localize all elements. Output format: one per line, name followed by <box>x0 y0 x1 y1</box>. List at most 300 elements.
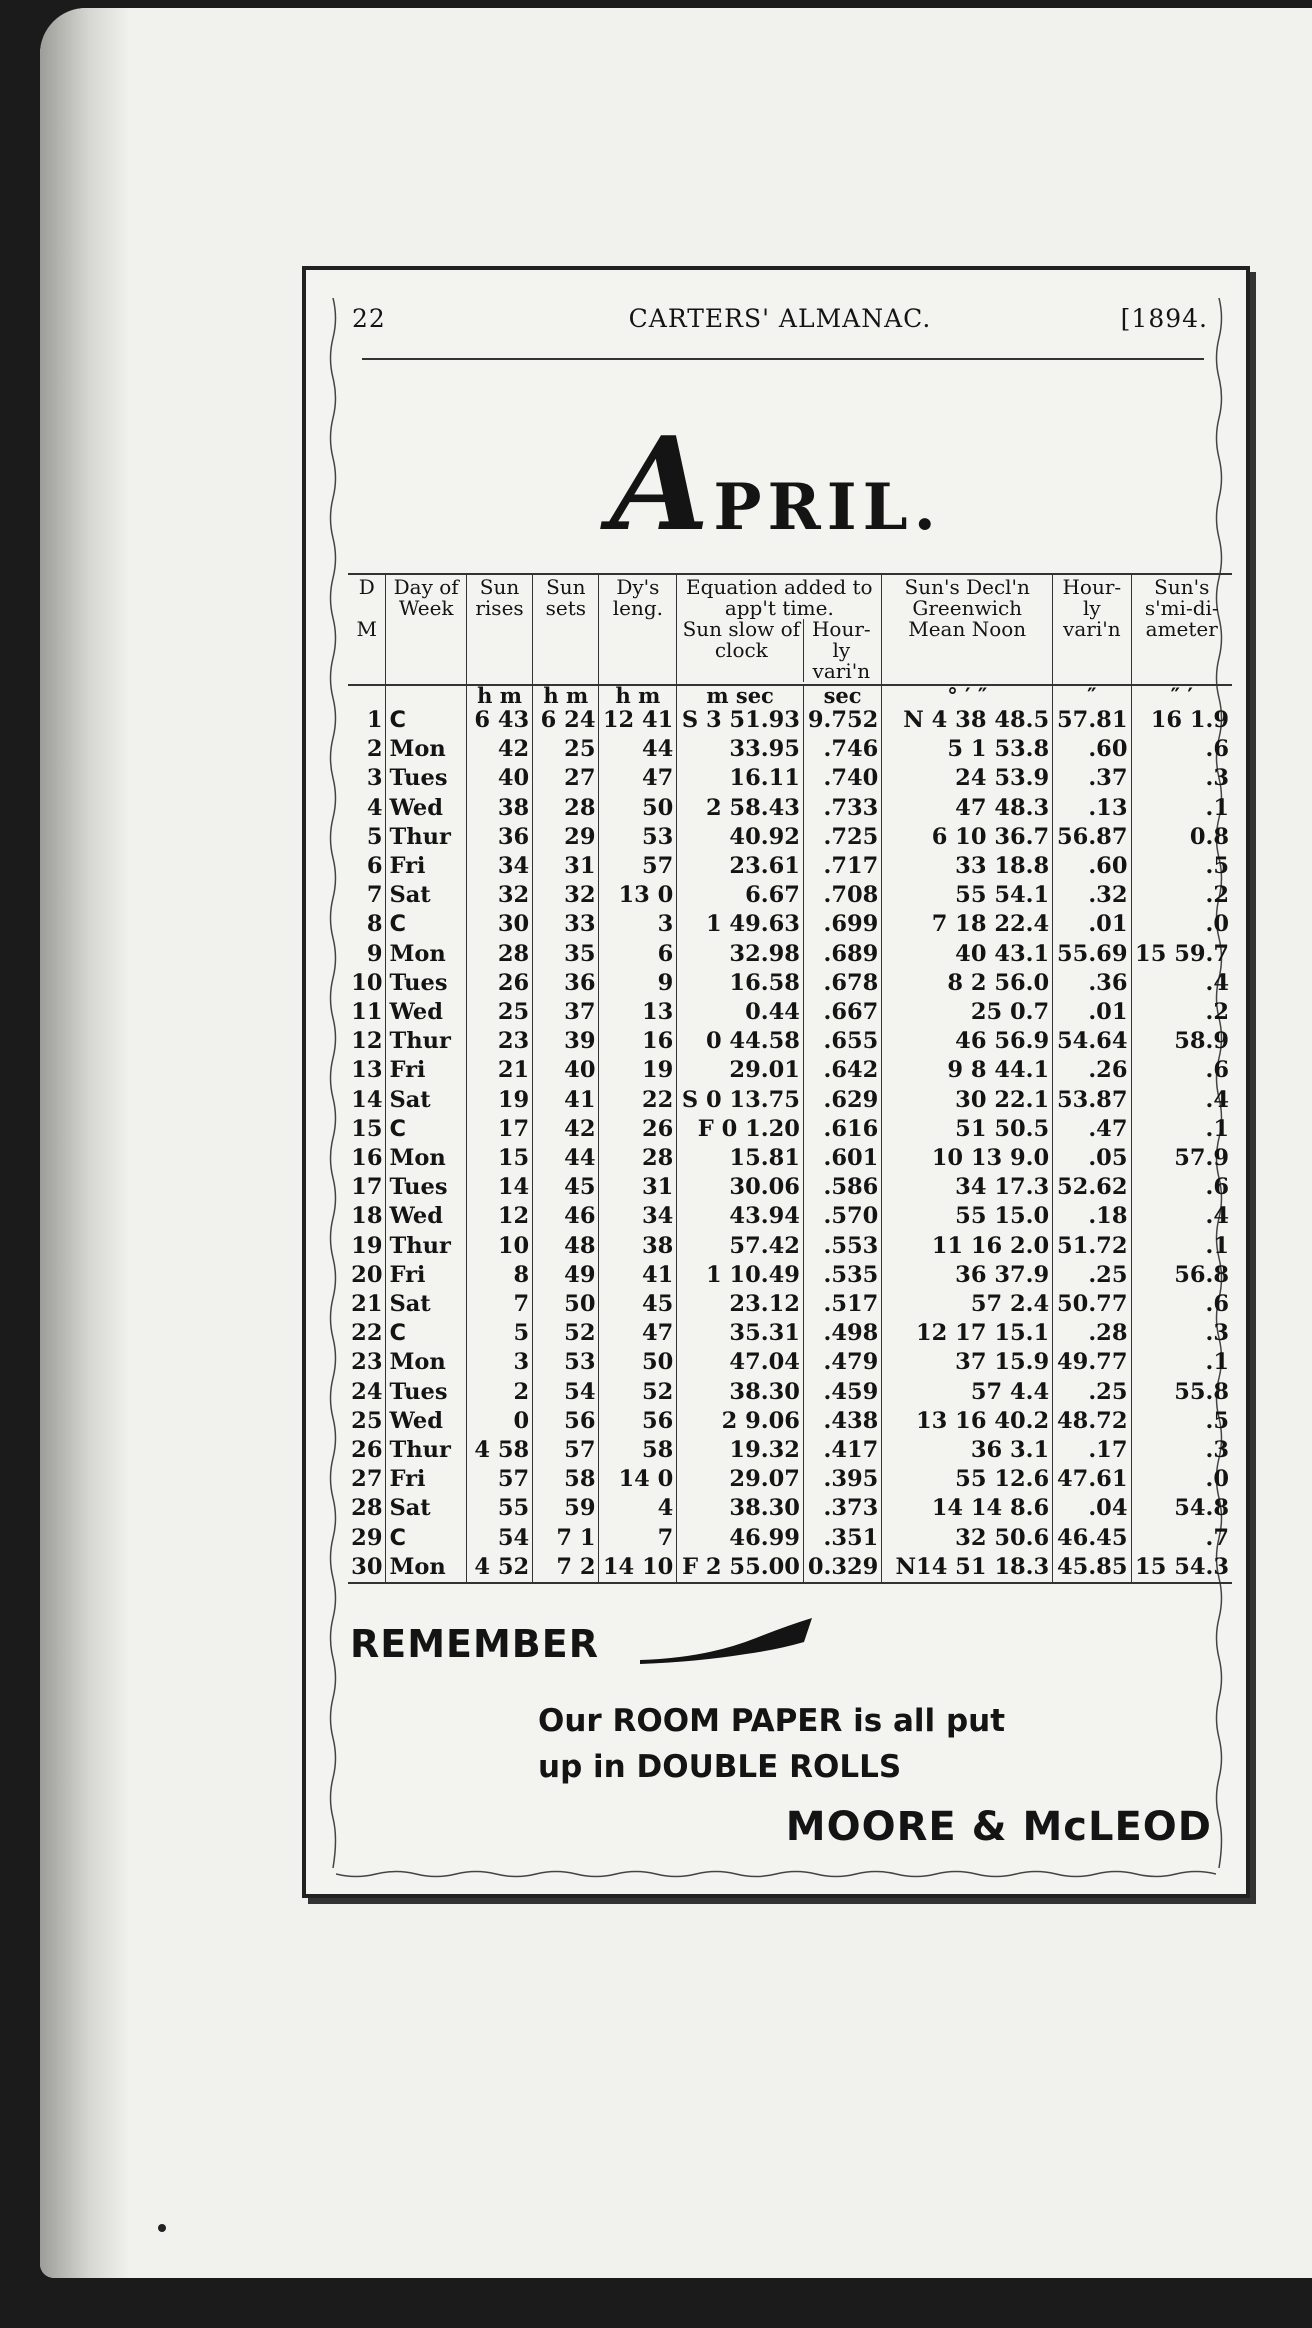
table-cell: 55 54.1 <box>882 881 1053 910</box>
table-cell: 13 0 <box>599 881 677 910</box>
table-cell: .17 <box>1053 1436 1131 1465</box>
table-cell: 29.01 <box>677 1056 804 1085</box>
table-cell: Fri <box>386 1056 466 1085</box>
table-cell: 45 <box>599 1290 677 1319</box>
table-row <box>348 1553 1232 1583</box>
ad-headline: REMEMBER <box>350 1622 599 1666</box>
table-cell: 28 <box>466 940 532 969</box>
table-cell: 52.62 <box>1053 1173 1131 1202</box>
table-cell: 48 <box>533 1232 599 1261</box>
table-cell: 2 <box>466 1378 532 1407</box>
table-cell: .2 <box>1205 882 1229 909</box>
table-cell: 22 <box>348 1319 386 1348</box>
table-cell: 56.87 <box>1053 823 1131 852</box>
table-cell: .733 <box>803 794 881 823</box>
table-cell: .01 <box>1053 998 1131 1027</box>
table-cell: .498 <box>803 1319 881 1348</box>
table-cell: 33 18.8 <box>882 852 1053 881</box>
table-cell: Thur <box>386 823 466 852</box>
table-cell: .1 <box>1205 1115 1229 1142</box>
table-cell: 37 <box>533 998 599 1027</box>
table-cell: 46.45 <box>1053 1524 1131 1553</box>
table-cell: 16.58 <box>677 969 804 998</box>
table-cell: .678 <box>803 969 881 998</box>
table-cell: .459 <box>803 1378 881 1407</box>
table-cell: 57.42 <box>677 1232 804 1261</box>
table-cell: 32 50.6 <box>882 1524 1053 1553</box>
table-cell: 50 <box>533 1290 599 1319</box>
table-cell: 59 <box>533 1494 599 1523</box>
table-cell: 32 <box>533 881 599 910</box>
table-cell: 30 <box>348 1553 386 1583</box>
table-cell: 36 <box>466 823 532 852</box>
table-row <box>348 1261 1232 1290</box>
col-header-dm: D M <box>348 574 386 685</box>
table-cell: 0 <box>466 1407 532 1436</box>
almanac-frame <box>302 266 1250 1898</box>
table-cell: 50 <box>599 794 677 823</box>
table-cell: 47.61 <box>1053 1465 1131 1494</box>
table-cell: .25 <box>1053 1378 1131 1407</box>
table-cell: .717 <box>803 852 881 881</box>
table-cell: 51 50.5 <box>882 1115 1053 1144</box>
table-cell: 7 <box>599 1524 677 1553</box>
table-cell: .417 <box>803 1436 881 1465</box>
table-cell: Sat <box>386 1290 466 1319</box>
table-cell: 25 0.7 <box>882 998 1053 1027</box>
month-title <box>306 410 1246 560</box>
table-cell: 38.30 <box>677 1378 804 1407</box>
table-cell: 15 <box>348 1115 386 1144</box>
table-cell: 8 <box>466 1261 532 1290</box>
table-row <box>348 1378 1232 1407</box>
table-cell: .1 <box>1205 1349 1229 1376</box>
table-cell: 39 <box>533 1027 599 1056</box>
table-cell: 12 <box>348 1027 386 1056</box>
table-cell: 10 <box>348 969 386 998</box>
table-row <box>348 910 1232 939</box>
table-row <box>348 940 1232 969</box>
table-cell: .13 <box>1053 794 1131 823</box>
table-cell: N 4 38 48.5 <box>882 706 1053 735</box>
table-cell: Tues <box>386 1173 466 1202</box>
table-cell: 53.87 <box>1053 1086 1131 1115</box>
table-cell: 5 1 53.8 <box>882 735 1053 764</box>
table-cell: 50.77 <box>1053 1290 1131 1319</box>
unit-decl-hourly: ″ <box>1053 685 1131 706</box>
header-rule <box>362 358 1204 360</box>
table-cell: 12 41 <box>599 706 677 735</box>
table-cell: 44 <box>599 735 677 764</box>
table-cell: 18 <box>348 1202 386 1231</box>
table-cell: 52 <box>533 1319 599 1348</box>
table-row <box>348 1232 1232 1261</box>
table-cell: 55 <box>466 1494 532 1523</box>
col-header-day-of-week: Day of Week <box>386 574 466 685</box>
table-cell: 4 52 <box>466 1553 532 1583</box>
table-row <box>348 1290 1232 1319</box>
table-cell: .4 <box>1205 969 1229 996</box>
table-cell: 0.44 <box>677 998 804 1027</box>
table-cell: 13 <box>599 998 677 1027</box>
table-cell: 6 <box>599 940 677 969</box>
table-cell: 16 <box>599 1027 677 1056</box>
table-cell: .4 <box>1205 1086 1229 1113</box>
table-cell: 30.06 <box>677 1173 804 1202</box>
table-cell: 57 <box>599 852 677 881</box>
table-cell: 17 <box>466 1115 532 1144</box>
table-cell: Wed <box>386 1202 466 1231</box>
table-cell: 16 <box>348 1144 386 1173</box>
table-cell: 36 3.1 <box>882 1436 1053 1465</box>
table-cell: 34 17.3 <box>882 1173 1053 1202</box>
table-cell: 24 <box>348 1378 386 1407</box>
table-row <box>348 1348 1232 1377</box>
table-cell: .1 <box>1205 794 1229 821</box>
table-cell: .1 <box>1205 1232 1229 1259</box>
table-row <box>348 823 1232 852</box>
ad-line-2: up in DOUBLE ROLLS <box>538 1749 902 1785</box>
table-row <box>348 1027 1232 1056</box>
table-cell: Thur <box>386 1436 466 1465</box>
table-cell: 42 <box>466 735 532 764</box>
wavy-border-bottom <box>336 1868 1216 1880</box>
unit-cell <box>386 685 466 706</box>
table-cell: .01 <box>1053 910 1131 939</box>
table-cell: 52 <box>599 1378 677 1407</box>
table-cell: 30 22.1 <box>882 1086 1053 1115</box>
table-cell: S 0 13.75 <box>677 1086 804 1115</box>
unit-eq-hourly: sec <box>803 685 881 706</box>
table-cell: .395 <box>803 1465 881 1494</box>
table-cell: 27 <box>533 764 599 793</box>
year-label: [1894. <box>1120 304 1208 333</box>
table-cell: 14 <box>466 1173 532 1202</box>
table-cell: Sat <box>386 1086 466 1115</box>
col-header-eq-hourly: Hour-ly vari'n <box>803 619 878 682</box>
table-cell: 55.69 <box>1053 940 1131 969</box>
table-cell: .32 <box>1053 881 1131 910</box>
table-cell: .629 <box>803 1086 881 1115</box>
table-cell: 35.31 <box>677 1319 804 1348</box>
table-cell: .0 <box>1205 1466 1229 1493</box>
table-row <box>348 706 1232 735</box>
table-cell: .351 <box>803 1524 881 1553</box>
table-cell: 15 59.7 <box>1135 940 1229 967</box>
table-cell: 46 <box>533 1202 599 1231</box>
table-cell: 9.752 <box>803 706 881 735</box>
table-cell: 17 <box>348 1173 386 1202</box>
table-cell: 11 <box>348 998 386 1027</box>
table-cell: 30 <box>466 910 532 939</box>
table-cell: Fri <box>386 1261 466 1290</box>
col-header-sun-sets: Sun sets <box>533 574 599 685</box>
ink-speck <box>158 2224 166 2232</box>
table-cell: 33 <box>533 910 599 939</box>
table-cell: .47 <box>1053 1115 1131 1144</box>
table-cell: 57 <box>466 1465 532 1494</box>
table-cell: 0 44.58 <box>677 1027 804 1056</box>
table-cell: 35 <box>533 940 599 969</box>
table-cell: 10 13 9.0 <box>882 1144 1053 1173</box>
table-row <box>348 881 1232 910</box>
table-cell: 21 <box>348 1290 386 1319</box>
table-cell: 55 15.0 <box>882 1202 1053 1231</box>
table-cell: 31 <box>533 852 599 881</box>
table-cell: 11 16 2.0 <box>882 1232 1053 1261</box>
table-cell: 12 17 15.1 <box>882 1319 1053 1348</box>
table-cell: .479 <box>803 1348 881 1377</box>
almanac-title: CARTERS' ALMANAC. <box>628 304 932 333</box>
table-cell: 57 2.4 <box>882 1290 1053 1319</box>
ad-company: MOORE & McLEOD <box>785 1804 1212 1850</box>
table-row <box>348 1407 1232 1436</box>
table-cell: 13 <box>348 1056 386 1085</box>
table-cell: 53 <box>533 1348 599 1377</box>
table-cell: 19 <box>599 1056 677 1085</box>
table-cell: .0 <box>1205 911 1229 938</box>
table-cell: .553 <box>803 1232 881 1261</box>
table-cell: .60 <box>1053 735 1131 764</box>
table-cell: 29.07 <box>677 1465 804 1494</box>
table-cell: 7 18 22.4 <box>882 910 1053 939</box>
table-cell: 32.98 <box>677 940 804 969</box>
table-cell: 5 <box>348 823 386 852</box>
table-cell: .3 <box>1205 765 1229 792</box>
col-header-equation: Equation added to app't time. Sun slow of clock Hour-ly vari'n <box>677 574 882 685</box>
unit-decl: ° ′ ″ <box>882 685 1053 706</box>
table-cell: 15 <box>466 1144 532 1173</box>
col-header-semi-diameter: Sun's s'mi-di-ameter <box>1131 574 1232 685</box>
table-cell: 25 <box>348 1407 386 1436</box>
table-cell: Tues <box>386 1378 466 1407</box>
swoosh-ornament <box>636 1616 816 1668</box>
table-cell: 40.92 <box>677 823 804 852</box>
table-cell: 49.77 <box>1053 1348 1131 1377</box>
table-cell: 3 <box>599 910 677 939</box>
table-cell: .4 <box>1205 1203 1229 1230</box>
table-cell: Thur <box>386 1232 466 1261</box>
table-cell: 48.72 <box>1053 1407 1131 1436</box>
table-cell: 7 <box>348 881 386 910</box>
table-cell: S 3 51.93 <box>677 706 804 735</box>
page-header <box>352 304 1208 344</box>
table-cell: 15 54.3 <box>1131 1553 1232 1583</box>
table-cell: 9 <box>348 940 386 969</box>
table-cell: .2 <box>1205 999 1229 1026</box>
table-cell: 0.329 <box>803 1553 881 1583</box>
table-row <box>348 1173 1232 1202</box>
table-cell: 14 10 <box>599 1553 677 1583</box>
table-cell: 26 <box>599 1115 677 1144</box>
table-cell: 49 <box>533 1261 599 1290</box>
table-cell: Fri <box>386 852 466 881</box>
table-cell: N14 51 18.3 <box>882 1553 1053 1583</box>
table-cell: 54 <box>533 1378 599 1407</box>
month-initial: A <box>610 410 714 560</box>
table-cell: 55.8 <box>1174 1378 1229 1405</box>
table-cell: 21 <box>466 1056 532 1085</box>
col-header-sun-slow: Sun slow of clock <box>682 617 801 662</box>
table-cell: 43.94 <box>677 1202 804 1231</box>
table-cell: 26 <box>348 1436 386 1465</box>
table-cell: 41 <box>599 1261 677 1290</box>
table-cell: .655 <box>803 1027 881 1056</box>
table-cell: .5 <box>1205 853 1229 880</box>
table-cell: .18 <box>1053 1202 1131 1231</box>
table-cell: .6 <box>1205 736 1229 763</box>
table-cell: .708 <box>803 881 881 910</box>
table-cell: 46.99 <box>677 1524 804 1553</box>
table-cell: 57 4.4 <box>882 1378 1053 1407</box>
table-cell: C <box>386 910 466 939</box>
table-cell: 19 <box>348 1232 386 1261</box>
table-cell: Thur <box>386 1027 466 1056</box>
table-cell: .740 <box>803 764 881 793</box>
table-cell: 56 <box>533 1407 599 1436</box>
table-cell: .601 <box>803 1144 881 1173</box>
table-cell: .05 <box>1053 1144 1131 1173</box>
unit-eq: m sec <box>677 685 804 706</box>
table-row <box>348 1115 1232 1144</box>
table-cell: F 0 1.20 <box>677 1115 804 1144</box>
table-cell: 1 10.49 <box>677 1261 804 1290</box>
table-cell: 56 <box>599 1407 677 1436</box>
table-cell: 20 <box>348 1261 386 1290</box>
table-cell: 22 <box>599 1086 677 1115</box>
col-header-days-length: Dy's leng. <box>599 574 677 685</box>
table-cell: 51.72 <box>1053 1232 1131 1261</box>
table-cell: Mon <box>386 1348 466 1377</box>
table-cell: 19 <box>466 1086 532 1115</box>
table-cell: 3 <box>348 764 386 793</box>
table-cell: 45 <box>533 1173 599 1202</box>
table-cell: 55 12.6 <box>882 1465 1053 1494</box>
unit-length: h m <box>599 685 677 706</box>
unit-semi: ″ ′ <box>1131 685 1232 706</box>
table-cell: 1 <box>348 706 386 735</box>
table-cell: 23.12 <box>677 1290 804 1319</box>
table-cell: Mon <box>386 1144 466 1173</box>
table-cell: Sat <box>386 881 466 910</box>
table-cell: 28 <box>599 1144 677 1173</box>
table-cell: 46 56.9 <box>882 1027 1053 1056</box>
table-cell: 53 <box>599 823 677 852</box>
table-cell: 10 <box>466 1232 532 1261</box>
table-cell: .570 <box>803 1202 881 1231</box>
table-cell: 34 <box>466 852 532 881</box>
table-cell: Tues <box>386 764 466 793</box>
table-cell: 54.8 <box>1174 1495 1229 1522</box>
table-cell: .3 <box>1205 1437 1229 1464</box>
table-cell: 7 <box>466 1290 532 1319</box>
table-cell: .6 <box>1205 1057 1229 1084</box>
col-header-declination: Sun's Decl'n Greenwich Mean Noon <box>882 574 1053 685</box>
almanac-table <box>348 573 1232 1584</box>
table-row <box>348 1086 1232 1115</box>
table-cell: 27 <box>348 1465 386 1494</box>
table-cell: .517 <box>803 1290 881 1319</box>
table-cell: Mon <box>386 1553 466 1583</box>
table-cell: 28 <box>348 1494 386 1523</box>
table-cell: 16.11 <box>677 764 804 793</box>
table-cell: 44 <box>533 1144 599 1173</box>
table-cell: 4 58 <box>466 1436 532 1465</box>
table-cell: 14 0 <box>599 1465 677 1494</box>
table-cell: 19.32 <box>677 1436 804 1465</box>
table-cell: 37 15.9 <box>882 1348 1053 1377</box>
table-cell: 24 53.9 <box>882 764 1053 793</box>
table-row <box>348 852 1232 881</box>
table-cell: 54.64 <box>1053 1027 1131 1056</box>
table-cell: .586 <box>803 1173 881 1202</box>
table-cell: 26 <box>466 969 532 998</box>
unit-rises: h m <box>466 685 532 706</box>
table-row <box>348 735 1232 764</box>
table-cell: 14 <box>348 1086 386 1115</box>
table-cell: Wed <box>386 794 466 823</box>
table-cell: 7 2 <box>533 1553 599 1583</box>
table-cell: 25 <box>533 735 599 764</box>
table-cell: 16 1.9 <box>1150 707 1229 733</box>
table-cell: Wed <box>386 1407 466 1436</box>
table-cell: .438 <box>803 1407 881 1436</box>
page-number: 22 <box>352 304 386 333</box>
table-cell: 47 <box>599 1319 677 1348</box>
table-cell: 29 <box>348 1524 386 1553</box>
table-row <box>348 998 1232 1027</box>
table-cell: 5 <box>466 1319 532 1348</box>
table-cell: .373 <box>803 1494 881 1523</box>
table-cell: .667 <box>803 998 881 1027</box>
table-cell: .746 <box>803 735 881 764</box>
table-cell: 4 <box>348 794 386 823</box>
table-row <box>348 969 1232 998</box>
table-cell: 3 <box>466 1348 532 1377</box>
table-cell: C <box>386 1319 466 1348</box>
table-cell: 6 43 <box>466 706 532 735</box>
table-cell: 54 <box>466 1524 532 1553</box>
page-binding-shadow <box>40 8 130 2278</box>
table-cell: 33.95 <box>677 735 804 764</box>
table-cell: 57.9 <box>1174 1145 1229 1172</box>
table-cell: 57 <box>533 1436 599 1465</box>
table-cell: C <box>386 1115 466 1144</box>
table-row <box>348 1524 1232 1553</box>
ad-line-1: Our ROOM PAPER is all put <box>538 1703 1006 1739</box>
table-cell: 58 <box>599 1436 677 1465</box>
table-cell: F 2 55.00 <box>677 1553 804 1583</box>
table-cell: .642 <box>803 1056 881 1085</box>
table-row <box>348 1202 1232 1231</box>
table-cell: 45.85 <box>1053 1553 1131 1583</box>
table-row <box>348 764 1232 793</box>
table-cell: 28 <box>533 794 599 823</box>
table-cell: 23.61 <box>677 852 804 881</box>
table-cell: 23 <box>348 1348 386 1377</box>
table-cell: .725 <box>803 823 881 852</box>
table-cell: .535 <box>803 1261 881 1290</box>
table-cell: 36 37.9 <box>882 1261 1053 1290</box>
table-cell: 0.8 <box>1189 823 1229 850</box>
table-cell: 36 <box>533 969 599 998</box>
table-row <box>348 1056 1232 1085</box>
table-cell: Wed <box>386 998 466 1027</box>
table-cell: 50 <box>599 1348 677 1377</box>
table-cell: .6 <box>1205 1174 1229 1201</box>
table-cell: 13 16 40.2 <box>882 1407 1053 1436</box>
table-cell: 41 <box>533 1086 599 1115</box>
